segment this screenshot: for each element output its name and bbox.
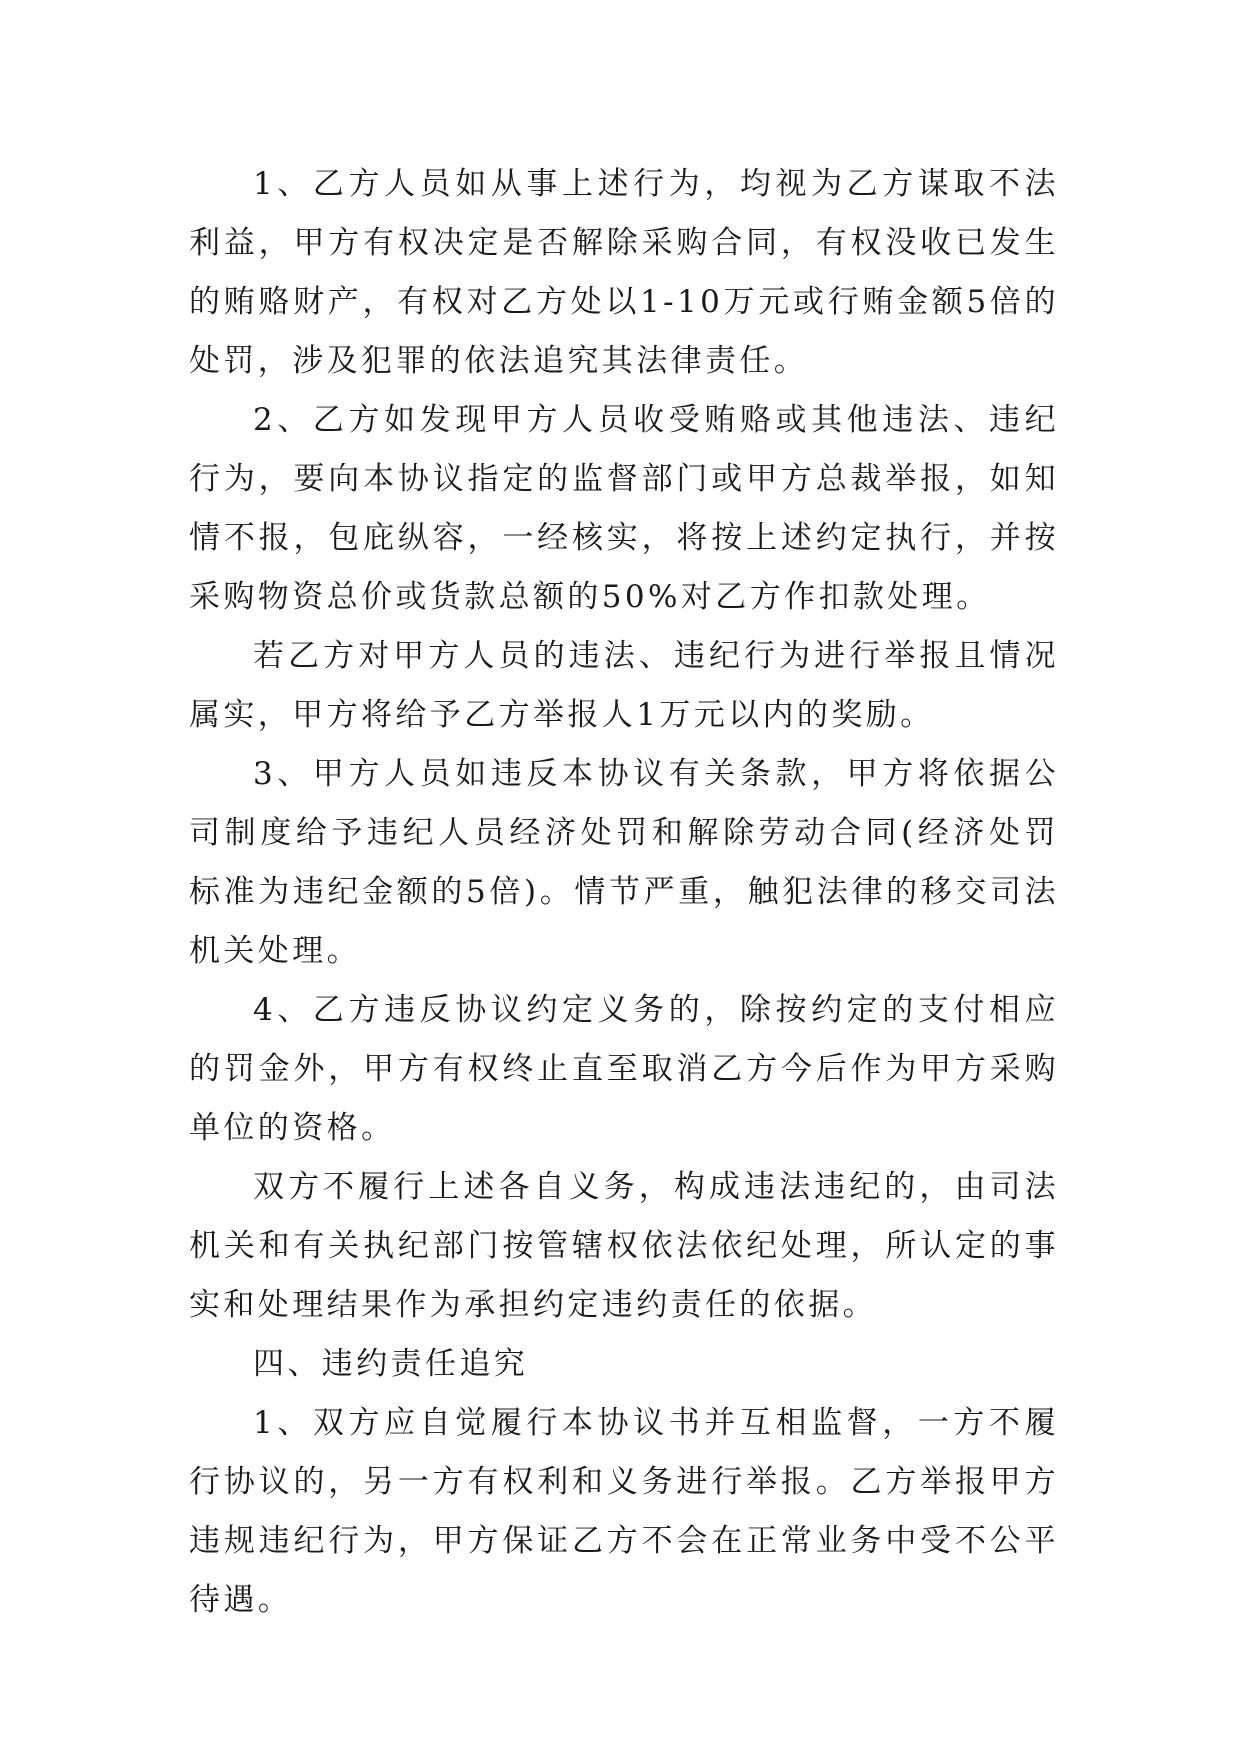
document-body	[189, 155, 1059, 1630]
report-reward-paragraph: 若乙方对甲方人员的违法、违纪行为进行举报且情况属实，甲方将给予乙方举报人1万元以内的奖励。	[189, 638, 1059, 733]
clause-paragraph-4: 4、乙方违反协议约定义务的，除按约定的支付相应的罚金外，甲方有权终止直至取消乙方今后作为甲方采购单位的资格。	[189, 992, 1059, 1146]
clause-paragraph-1: 1、乙方人员如从事上述行为，均视为乙方谋取不法利益，甲方有权决定是否解除采购合同，有权没收已发生的贿赂财产，有权对乙方处以1-10万元或行贿金额5倍的处罚，涉及犯罪的依法追究其法律责任。	[189, 166, 1059, 379]
mutual-obligation-paragraph: 双方不履行上述各自义务，构成违法违纪的，由司法机关和有关执纪部门按管辖权依法依纪处理，所认定的事实和处理结果作为承担约定违约责任的依据。	[189, 1169, 1059, 1323]
liability-clause-1: 1、双方应自觉履行本协议书并互相监督，一方不履行协议的，另一方有权利和义务进行举报。乙方举报甲方违规违纪行为，甲方保证乙方不会在正常业务中受不公平待遇。	[189, 1405, 1059, 1618]
section-heading-liability: 四、违约责任追究	[253, 1346, 529, 1382]
clause-paragraph-3: 3、甲方人员如违反本协议有关条款，甲方将依据公司制度给予违纪人员经济处罚和解除劳动合同(经济处罚标准为违纪金额的5倍)。情节严重，触犯法律的移交司法机关处理。	[189, 756, 1059, 969]
clause-paragraph-2: 2、乙方如发现甲方人员收受贿赂或其他违法、违纪行为，要向本协议指定的监督部门或甲方总裁举报，如知情不报，包庇纵容，一经核实，将按上述约定执行，并按采购物资总价或货款总额的50%对乙方作扣款处理。	[189, 402, 1059, 615]
